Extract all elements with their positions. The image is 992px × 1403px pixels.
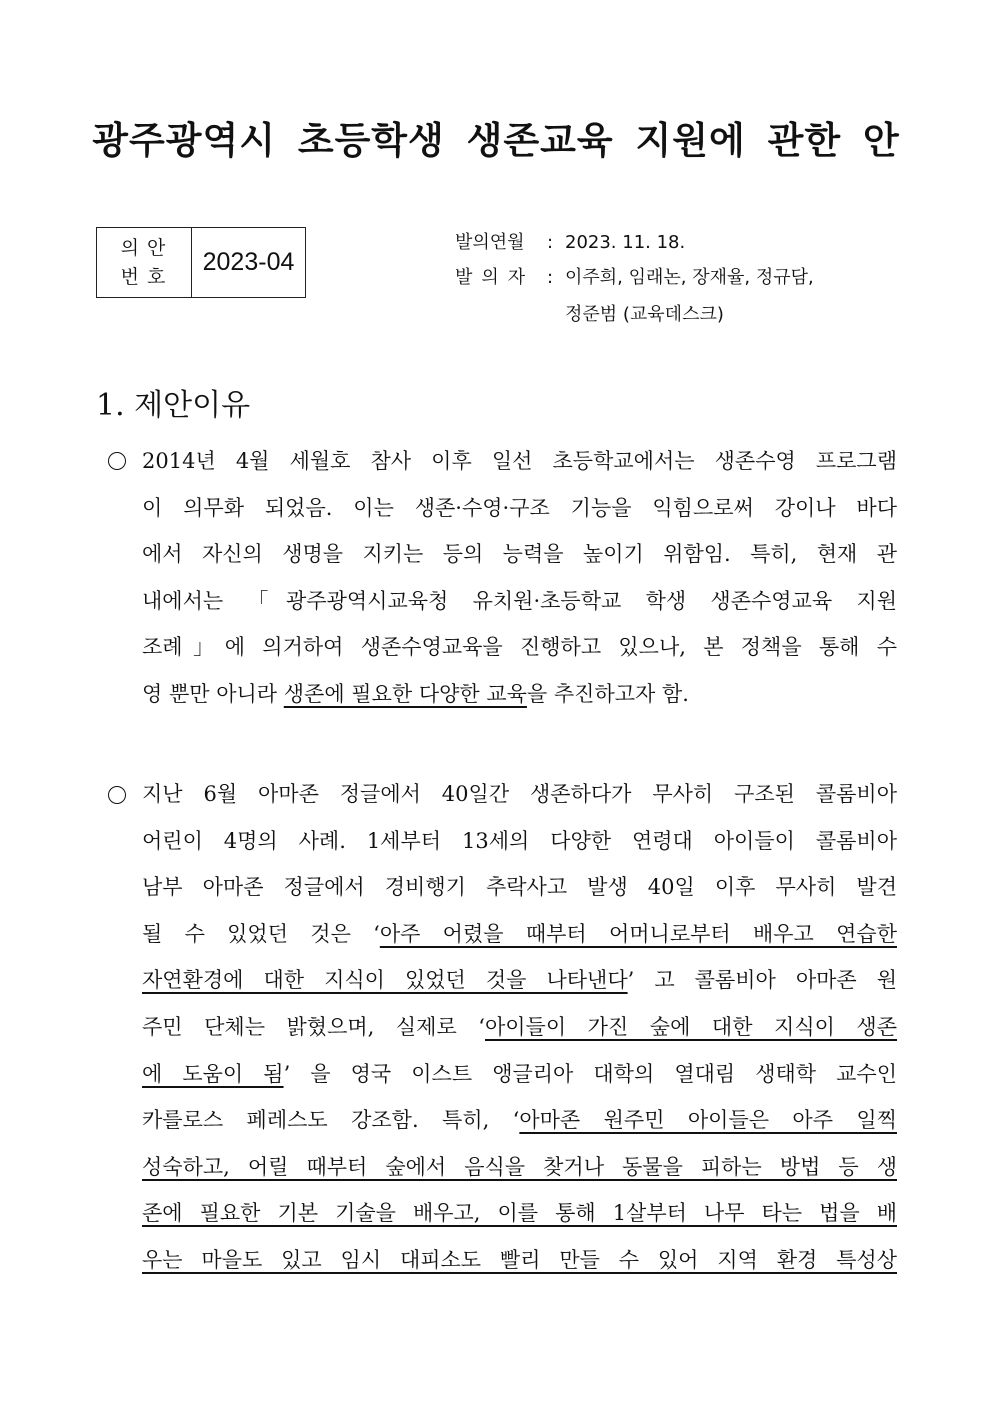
underlined-text: 성숙하고, 어릴 때부터 숲에서 음식을 찾거나 동물을 피하는 방법 등 생: [142, 1154, 897, 1179]
bill-number-value: 2023-04: [202, 248, 295, 276]
underlined-text: 아마존 원주민 아이들은 아주 일찍: [519, 1108, 897, 1133]
text-segment: 주민 단체는 밝혔으며, 실제로 ‘: [142, 1015, 485, 1039]
bullet-circle-icon: [108, 452, 126, 470]
paragraph-line: [142, 1059, 897, 1089]
paragraph-line: [142, 872, 897, 902]
bill-number-box: [96, 227, 306, 298]
proposer-row-continued: [565, 300, 724, 326]
paragraph-line: [142, 446, 897, 476]
text-segment: 조례」에 의거하여 생존수영교육을 진행하고 있으나, 본 정책을 통해 수: [142, 635, 897, 659]
proposers-line1: 이주희, 임래논, 장재율, 정규담,: [565, 267, 814, 288]
proposer-row: [455, 263, 814, 289]
text-segment: 카를로스 페레스도 강조함. 특히, ‘: [142, 1108, 520, 1133]
paragraph-line: [142, 1245, 897, 1275]
text-segment: ’ 을 영국 이스트 앵글리아 대학의 열대림 생태학 교수인: [283, 1061, 898, 1086]
text-segment: 내에서는 「광주광역시교육청 유치원·초등학교 학생 생존수영교육 지원: [142, 588, 897, 613]
bullet-circle-icon: [108, 786, 126, 804]
proposer-key: 발의자: [455, 267, 535, 288]
paragraph-line: [142, 1105, 897, 1135]
underlined-text: 존에 필요한 기본 기술을 배우고, 이를 통해 1살부터 나무 타는 법을 배: [142, 1201, 897, 1226]
text-segment: 영 뿐만 아니라: [142, 681, 284, 706]
text-segment: 될 수 있었던 것은 ‘: [142, 921, 380, 946]
proposal-date-key: 발의연월: [455, 232, 525, 253]
underlined-text: 생존에 필요한 다양한 교육: [283, 681, 527, 706]
section-heading: 1. 제안이유: [96, 388, 251, 423]
text-segment: 이 의무화 되었음. 이는 생존·수영·구조 기능을 익힘으로써 강이나 바다: [142, 495, 897, 520]
text-segment: 을 추진하고자 함.: [526, 681, 689, 706]
bill-label-line1: 의안: [120, 236, 174, 259]
text-segment: 남부 아마존 정글에서 경비행기 추락사고 발생 40일 이후 무사히 발견: [142, 875, 897, 900]
paragraph-line: [142, 679, 897, 709]
underlined-text: 우는 마을도 있고 임시 대피소도 빨리 만들 수 있어 지역 환경 특성상: [142, 1248, 897, 1272]
paragraph-line: [142, 826, 897, 856]
colon: :: [547, 232, 554, 253]
proposal-date-value: 2023. 11. 18.: [565, 232, 686, 253]
text-segment: 어린이 4명의 사례. 1세부터 13세의 다양한 연령대 아이들이 콜롬비아: [142, 828, 897, 853]
paragraph-line: [142, 965, 897, 995]
text-segment: ’ 고 콜롬비아 아마존 원: [627, 968, 897, 993]
bill-label-line2: 번호: [120, 265, 174, 288]
paragraph-line: [142, 586, 897, 616]
paragraph-line: [142, 493, 897, 523]
proposal-date-row: [455, 228, 685, 254]
underlined-text: 에 도움이 됨: [142, 1061, 284, 1086]
paragraph-line: [142, 539, 897, 569]
paragraph-line: [142, 1012, 897, 1042]
text-segment: 지난 6월 아마존 정글에서 40일간 생존하다가 무사히 구조된 콜롬비아: [142, 782, 897, 806]
text-segment: 2014년 4월 세월호 참사 이후 일선 초등학교에서는 생존수영 프로그램: [142, 449, 897, 473]
document-title: 광주광역시 초등학생 생존교육 지원에 관한 안: [92, 119, 900, 162]
colon: :: [547, 267, 554, 288]
proposers-line2: 정준범 (교육데스크): [565, 304, 724, 325]
paragraph-line: [142, 919, 897, 949]
paragraph-line: [142, 779, 897, 809]
paragraph-line: [142, 1198, 897, 1228]
underlined-text: 아주 어렸을 때부터 어머니로부터 배우고 연습한: [379, 921, 897, 946]
underlined-text: 아이들이 가진 숲에 대한 지식이 생존: [484, 1015, 898, 1039]
paragraph-line: [142, 1152, 897, 1182]
bill-number-label: [97, 228, 192, 297]
underlined-text: 자연환경에 대한 지식이 있었던 것을 나타낸다: [142, 968, 628, 993]
text-segment: 에서 자신의 생명을 지키는 등의 능력을 높이기 위함임. 특히, 현재 관: [142, 542, 897, 566]
paragraph-line: [142, 632, 897, 662]
